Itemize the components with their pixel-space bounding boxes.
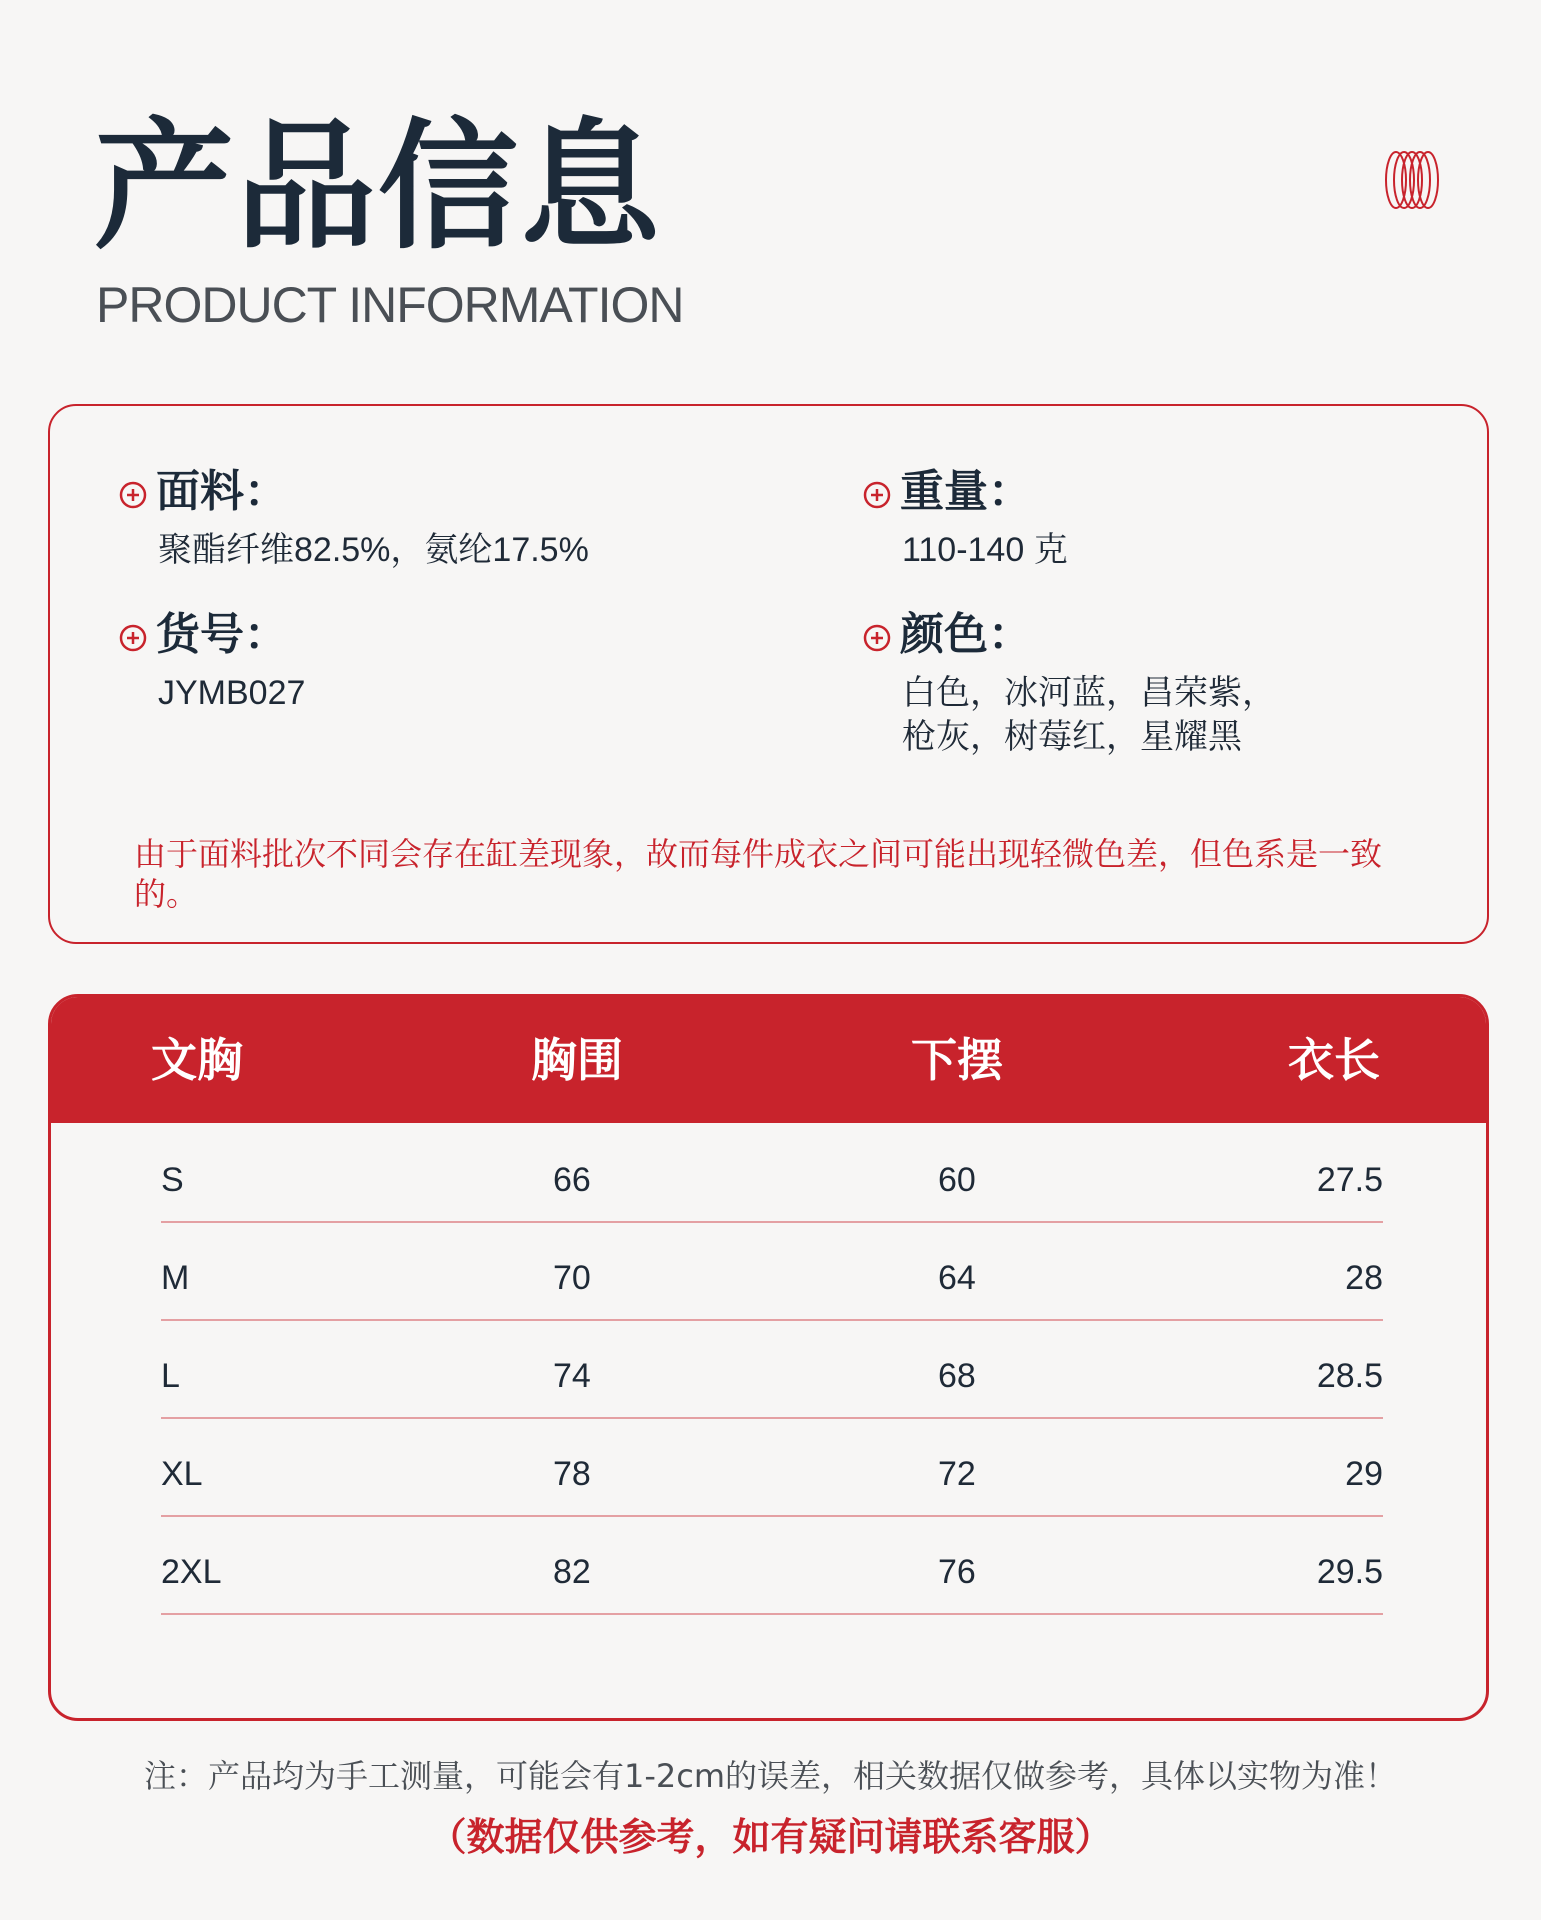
header-bra-size: 文胸: [151, 1033, 243, 1087]
color-value-line1: 白色，冰河蓝，昌荣紫，: [902, 674, 1276, 712]
header-bust: 胸围: [531, 1033, 623, 1087]
color-label: 颜色：: [900, 609, 1032, 660]
cell-hem: 72: [938, 1455, 976, 1493]
cell-bust: 74: [553, 1357, 591, 1395]
cell-size: XL: [161, 1455, 203, 1493]
fabric-label: 面料：: [156, 466, 288, 517]
cell-length: 29: [1345, 1455, 1383, 1493]
contact-note: （数据仅供参考，如有疑问请联系客服）: [428, 1815, 1113, 1859]
color-value: [902, 671, 1276, 759]
header-length: 衣长: [1288, 1033, 1380, 1087]
weight-label: 重量：: [900, 466, 1032, 517]
plus-circle-icon: [118, 623, 148, 653]
cell-length: 29.5: [1316, 1553, 1383, 1591]
table-row: [161, 1123, 1383, 1223]
size-table: [48, 994, 1489, 1721]
table-row: [161, 1319, 1383, 1419]
sku-label: 货号：: [156, 609, 288, 660]
sku-item: [118, 609, 306, 715]
plus-circle-icon: [862, 623, 892, 653]
cell-bust: 70: [553, 1259, 591, 1297]
table-row: [161, 1515, 1383, 1615]
concentric-rings-icon: [1382, 150, 1446, 214]
cell-size: M: [161, 1259, 190, 1297]
plus-circle-icon: [862, 480, 892, 510]
cell-length: 28: [1345, 1259, 1383, 1297]
color-value-line2: 枪灰，树莓红，星耀黑: [902, 718, 1242, 756]
cell-hem: 60: [938, 1161, 976, 1199]
header-hem: 下摆: [911, 1033, 1003, 1087]
cell-size: 2XL: [161, 1553, 222, 1591]
cell-hem: 64: [938, 1259, 976, 1297]
size-table-header: [51, 997, 1486, 1123]
cell-bust: 78: [553, 1455, 591, 1493]
table-row: [161, 1221, 1383, 1321]
cell-length: 27.5: [1316, 1161, 1383, 1199]
sku-value: JYMB027: [158, 674, 306, 712]
plus-circle-icon: [118, 480, 148, 510]
cell-hem: 68: [938, 1357, 976, 1395]
cell-size: L: [161, 1357, 180, 1395]
cell-size: S: [161, 1161, 184, 1199]
page-subtitle: PRODUCT INFORMATION: [96, 277, 684, 333]
color-item: [862, 609, 1276, 759]
product-info-box: [48, 404, 1489, 944]
color-difference-notice: 由于面料批次不同会存在缸差现象，故而每件成衣之间可能出现轻微色差，但色系是一致的。: [134, 835, 1383, 913]
cell-bust: 66: [553, 1161, 591, 1199]
fabric-value: 聚酯纤维82.5%，氨纶17.5%: [158, 531, 589, 569]
weight-value: 110-140 克: [902, 531, 1068, 569]
measurement-note: 注：产品均为手工测量，可能会有1-2cm的误差，相关数据仅做参考，具体以实物为准！: [143, 1757, 1398, 1795]
cell-bust: 82: [553, 1553, 591, 1591]
weight-item: [862, 466, 1068, 572]
cell-hem: 76: [938, 1553, 976, 1591]
page-title: 产品信息: [94, 106, 663, 269]
cell-length: 28.5: [1316, 1357, 1383, 1395]
table-row: [161, 1417, 1383, 1517]
fabric-item: [118, 466, 589, 572]
